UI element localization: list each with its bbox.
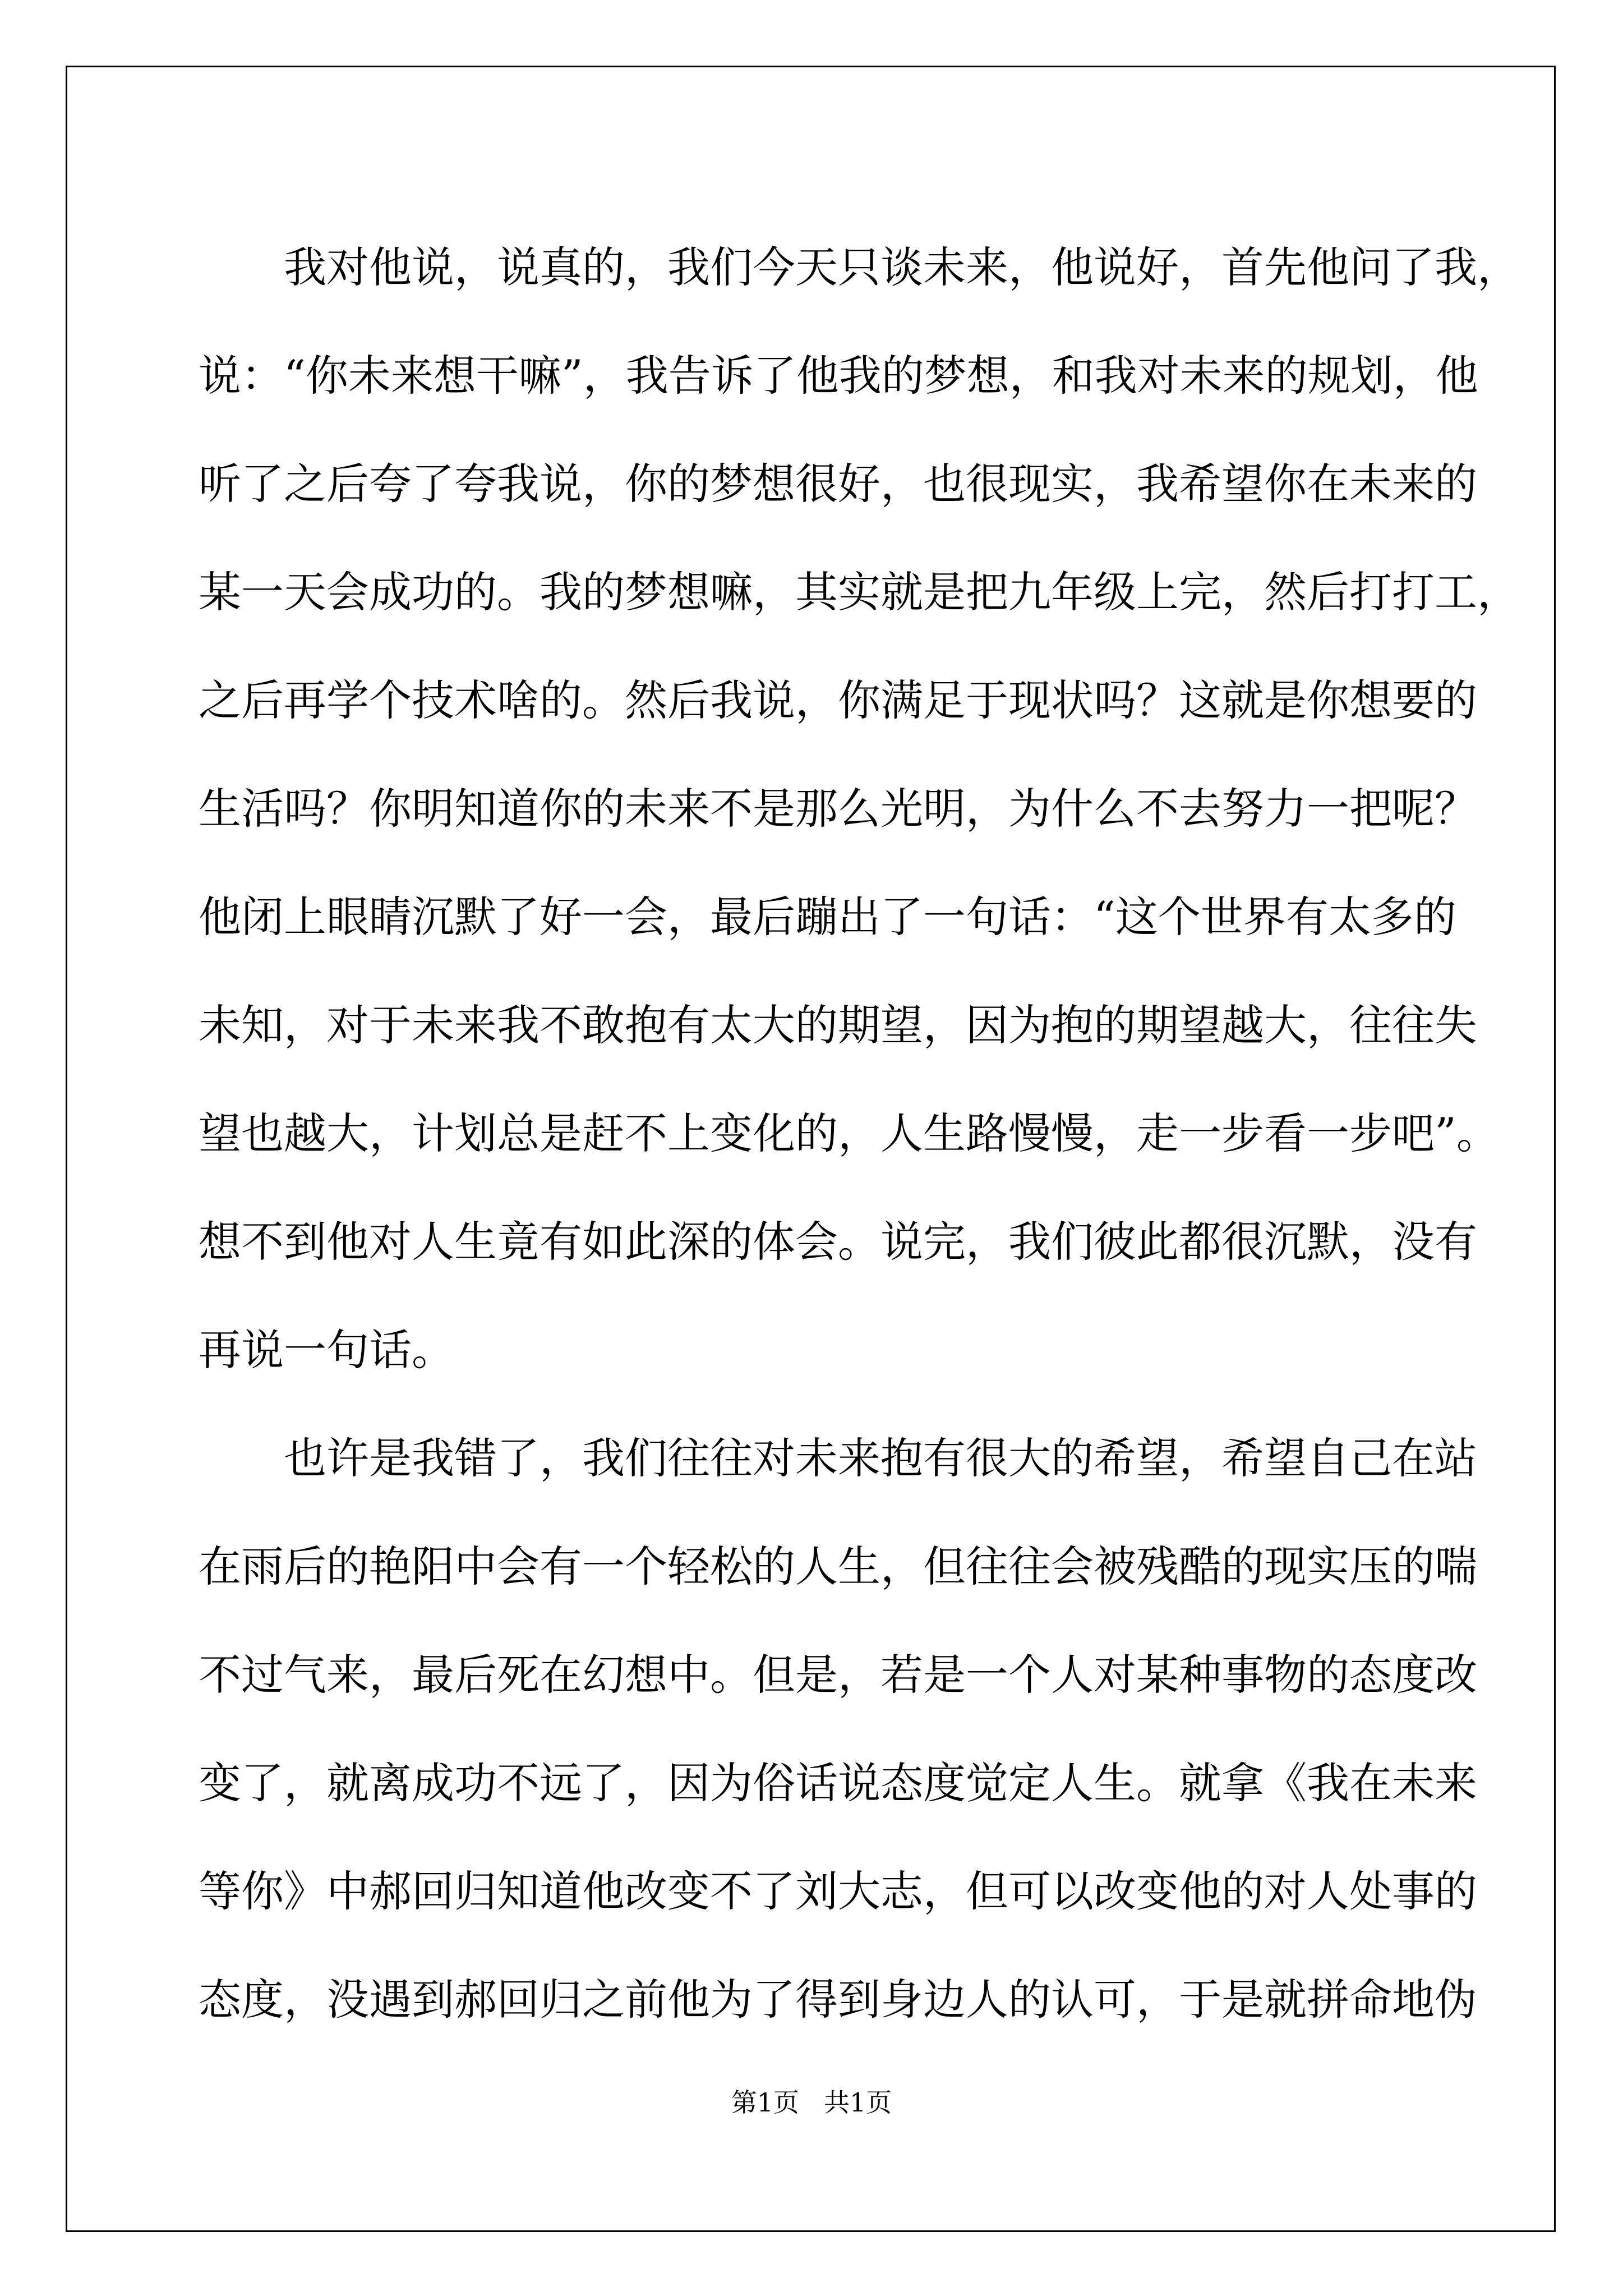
page-number: 第1页 [731,2087,800,2118]
paragraph-line: 之后再学个技术啥的。然后我说，你满足于现状吗？这就是你想要的 [199,675,1477,725]
paragraph-line: 也许是我错了，我们往往对未来抱有很大的希望，希望自己在站 [284,1433,1477,1483]
paragraph-line: 变了，就离成功不远了，因为俗话说态度觉定人生。就拿《我在未来 [199,1758,1477,1808]
page-footer [0,2086,1623,2119]
paragraph-line: 说：“你未来想干嘛”，我告诉了他我的梦想，和我对未来的规划，他 [199,351,1478,401]
paragraph-line: 未知，对于未来我不敢抱有太大的期望，因为抱的期望越大，往往失 [199,1000,1477,1050]
page-total: 共1页 [823,2087,892,2118]
paragraph-line: 听了之后夸了夸我说，你的梦想很好，也很现实，我希望你在未来的 [199,459,1477,509]
paragraph-line: 在雨后的艳阳中会有一个轻松的人生，但往往会被残酷的现实压的喘 [199,1542,1477,1591]
paragraph-line: 态度，没遇到郝回归之前他为了得到身边人的认可，于是就拼命地伪 [199,1975,1477,2024]
paragraph-line: 再说一句话。 [199,1325,454,1375]
paragraph-line: 他闭上眼睛沉默了好一会，最后蹦出了一句话：“这个世界有太多的 [199,892,1456,942]
paragraph-line: 等你》中郝回归知道他改变不了刘大志，但可以改变他的对人处事的 [199,1866,1477,1916]
paragraph-line: 某一天会成功的。我的梦想嘛，其实就是把九年级上完，然后打打工， [199,567,1520,617]
paragraph-line: 想不到他对人生竟有如此深的体会。说完，我们彼此都很沉默，没有 [199,1217,1477,1267]
paragraph-line: 我对他说，说真的，我们今天只谈未来，他说好，首先他问了我， [284,242,1520,292]
paragraph-line: 生活吗？你明知道你的未来不是那么光明，为什么不去努力一把呢？ [199,784,1477,834]
paragraph-line: 望也越大，计划总是赶不上变化的，人生路慢慢，走一步看一步吧”。 [199,1108,1499,1158]
paragraph-line: 不过气来，最后死在幻想中。但是，若是一个人对某种事物的态度改 [199,1650,1477,1700]
document-body [199,213,1520,2054]
